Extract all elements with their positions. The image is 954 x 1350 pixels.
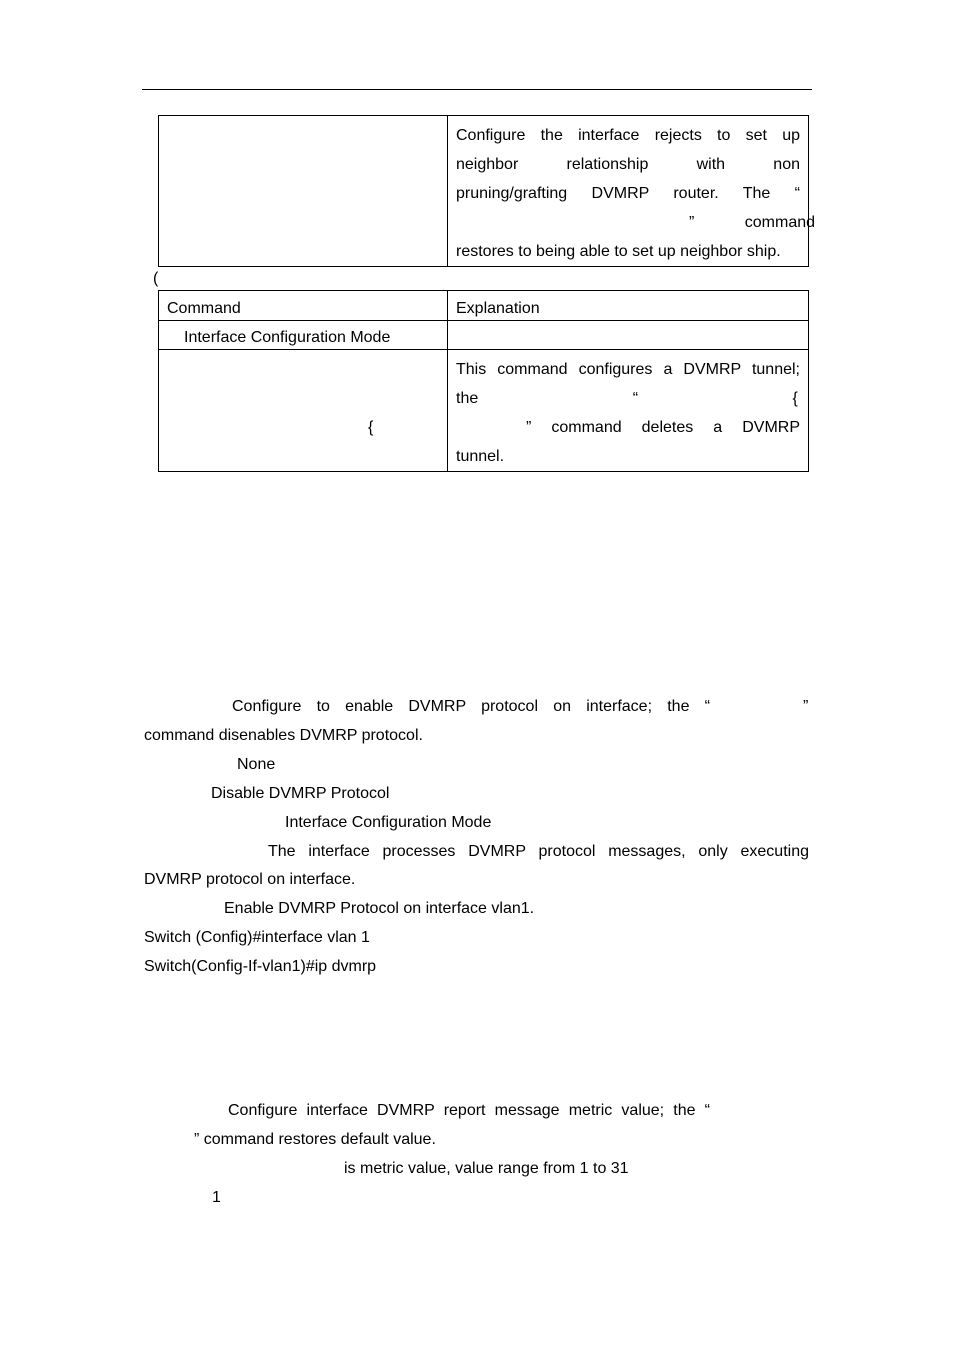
command-brace: { xyxy=(368,419,374,436)
function-quote: ” xyxy=(803,698,809,715)
function-text: Configure to enable DVMRP protocol on interface; the “ xyxy=(232,698,710,715)
parameter-text: None xyxy=(237,756,276,773)
command-table-continued xyxy=(158,115,816,267)
explanation-line: the “ { xyxy=(456,390,798,407)
explanation-line: neighbor relationship with non xyxy=(456,156,800,173)
usage-guide-text: The interface processes DVMRP protocol messages, only executing xyxy=(268,843,809,860)
mode-label: Interface Configuration Mode xyxy=(159,321,448,350)
explanation-cell xyxy=(448,116,816,267)
function-text: ” command restores default value. xyxy=(194,1131,436,1148)
explanation-line: restores to being able to set up neighbor ship. xyxy=(456,243,781,260)
paren-marker: ( xyxy=(153,270,159,287)
function-text: command disenables DVMRP protocol. xyxy=(144,727,423,744)
header-rule xyxy=(142,89,812,90)
explanation-line: This command configures a DVMRP tunnel; xyxy=(456,361,800,378)
example-text: Enable DVMRP Protocol on interface vlan1. xyxy=(224,900,535,917)
explanation-line: ” command deletes a DVMRP xyxy=(526,419,800,436)
default-text: Disable DVMRP Protocol xyxy=(211,785,390,802)
explanation-cell xyxy=(448,350,809,472)
mode-text: Interface Configuration Mode xyxy=(285,814,492,831)
usage-guide-text: DVMRP protocol on interface. xyxy=(144,871,356,888)
mode-explanation-blank xyxy=(448,321,809,350)
command-table xyxy=(158,290,809,472)
explanation-line: ” command xyxy=(689,214,816,231)
code-line: Switch (Config)#interface vlan 1 xyxy=(144,929,370,946)
command-cell-blank xyxy=(159,116,448,267)
header-explanation: Explanation xyxy=(448,291,809,321)
code-line: Switch(Config-If-vlan1)#ip dvmrp xyxy=(144,958,377,975)
default-text: 1 xyxy=(212,1189,221,1206)
header-command: Command xyxy=(159,291,448,321)
explanation-line: pruning/grafting DVMRP router. The “ xyxy=(456,185,800,202)
explanation-line: Configure the interface rejects to set up xyxy=(456,127,800,144)
explanation-line: tunnel. xyxy=(456,448,505,465)
function-text: Configure interface DVMRP report message metric value; the “ xyxy=(228,1102,710,1119)
command-cell xyxy=(159,350,448,472)
parameter-text: is metric value, value range from 1 to 31 xyxy=(344,1160,629,1177)
